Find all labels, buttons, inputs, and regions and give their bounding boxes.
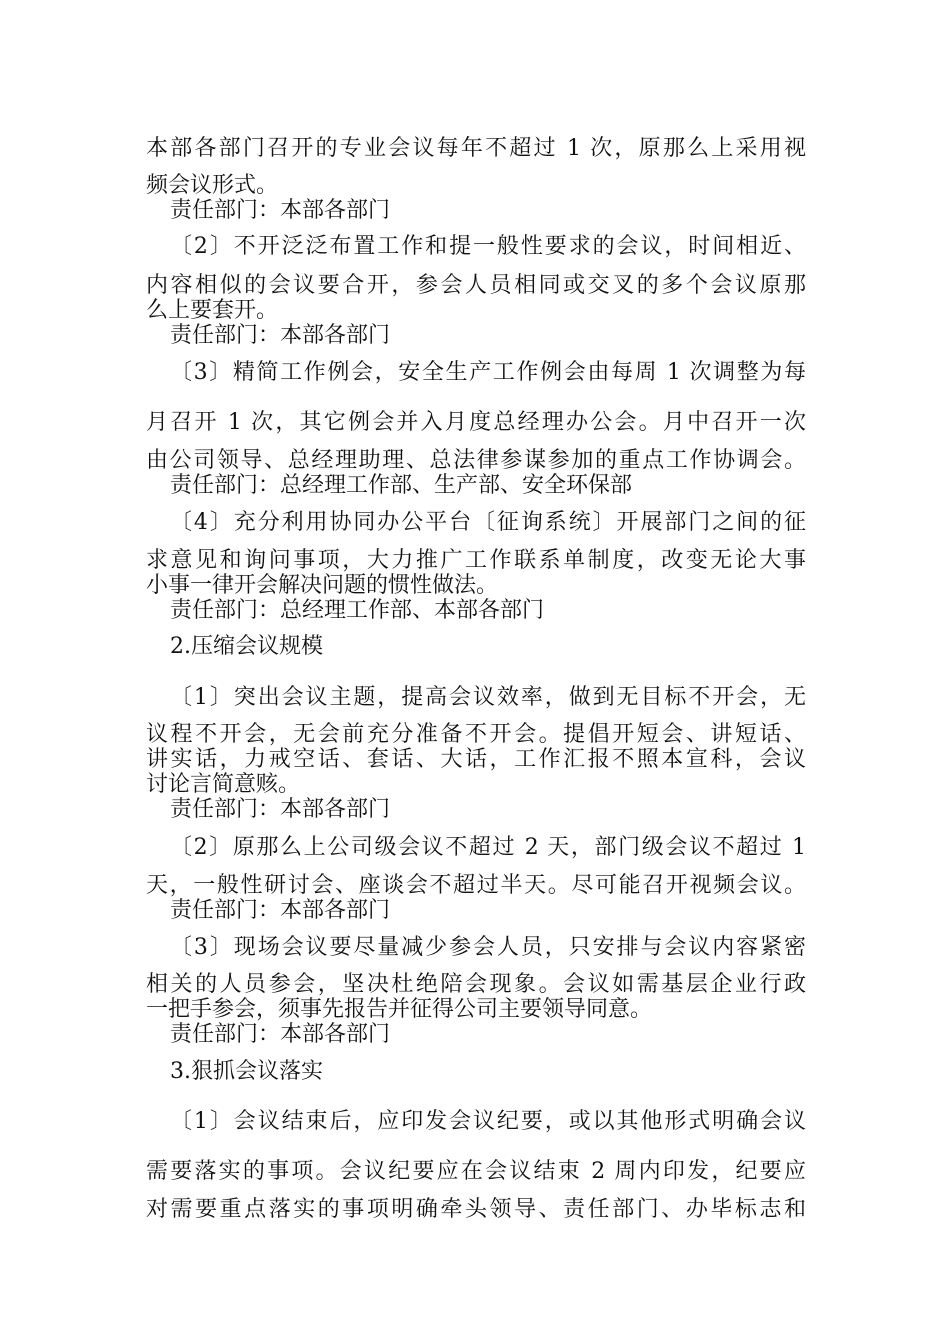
body-text-line: 需要落实的事项。会议纪要应在会议结束 2 周内印发，纪要应 — [146, 1159, 806, 1184]
body-text-line: 〔3〕精简工作例会，安全生产工作例会由每周 1 次调整为每 — [170, 360, 806, 385]
body-text-line: 么上要套开。 — [146, 298, 279, 323]
body-text-line: 讲实话，力戒空话、套话、大话，工作汇报不照本宣科，会议 — [146, 747, 806, 772]
body-text-line: 〔1〕会议结束后，应印发会议纪要，或以其他形式明确会议 — [170, 1109, 806, 1134]
body-text-line: 讨论言简意赅。 — [146, 772, 301, 797]
body-text-line: 内容相似的会议要合开，参会人员相同或交叉的多个会议原那 — [146, 273, 806, 298]
body-text-line: 〔2〕不开泛泛布置工作和提一般性要求的会议，时间相近、 — [170, 234, 806, 259]
responsible-dept-line: 责任部门：本部各部门 — [170, 898, 391, 923]
body-text-line: 〔1〕突出会议主题，提高会议效率，做到无目标不开会，无 — [170, 685, 806, 710]
section-heading: 2.压缩会议规模 — [170, 634, 323, 659]
body-text-line: 〔3〕现场会议要尽量减少参会人员，只安排与会议内容紧密 — [170, 935, 806, 960]
body-text-line: 相关的人员参会，坚决杜绝陪会现象。会议如需基层企业行政 — [146, 972, 806, 997]
responsible-dept-line: 责任部门：本部各部门 — [170, 1022, 391, 1047]
body-text-line: 议程不开会，无会前充分准备不开会。提倡开短会、讲短话、 — [146, 722, 806, 747]
body-text-line: 本部各部门召开的专业会议每年不超过 1 次，原那么上采用视 — [146, 136, 806, 161]
body-text-line: 对需要重点落实的事项明确牵头领导、责任部门、办毕标志和 — [146, 1197, 806, 1222]
body-text-line: 天，一般性研讨会、座谈会不超过半天。尽可能召开视频会议。 — [146, 873, 806, 898]
responsible-dept-line: 责任部门：本部各部门 — [170, 198, 391, 223]
section-heading: 3.狠抓会议落实 — [170, 1059, 323, 1084]
body-text-line: 求意见和询问事项，大力推广工作联系单制度，改变无论大事 — [146, 548, 806, 573]
responsible-dept-line: 责任部门：总经理工作部、本部各部门 — [170, 598, 545, 623]
responsible-dept-line: 责任部门：本部各部门 — [170, 797, 391, 822]
responsible-dept-line: 责任部门：本部各部门 — [170, 323, 391, 348]
body-text-line: 〔4〕充分利用协同办公平台〔征询系统〕开展部门之间的征 — [170, 510, 806, 535]
body-text-line: 小事一律开会解决问题的惯性做法。 — [146, 573, 499, 598]
body-text-line: 一把手参会，须事先报告并征得公司主要领导同意。 — [146, 997, 653, 1022]
body-text-line: 由公司领导、总经理助理、总法律参谋参加的重点工作协调会。 — [146, 448, 806, 473]
body-text-line: 频会议形式。 — [146, 173, 279, 198]
responsible-dept-line: 责任部门：总经理工作部、生产部、安全环保部 — [170, 473, 633, 498]
body-text-line: 月召开 1 次，其它例会并入月度总经理办公会。月中召开一次 — [146, 410, 806, 435]
body-text-line: 〔2〕原那么上公司级会议不超过 2 天，部门级会议不超过 1 — [170, 835, 806, 860]
